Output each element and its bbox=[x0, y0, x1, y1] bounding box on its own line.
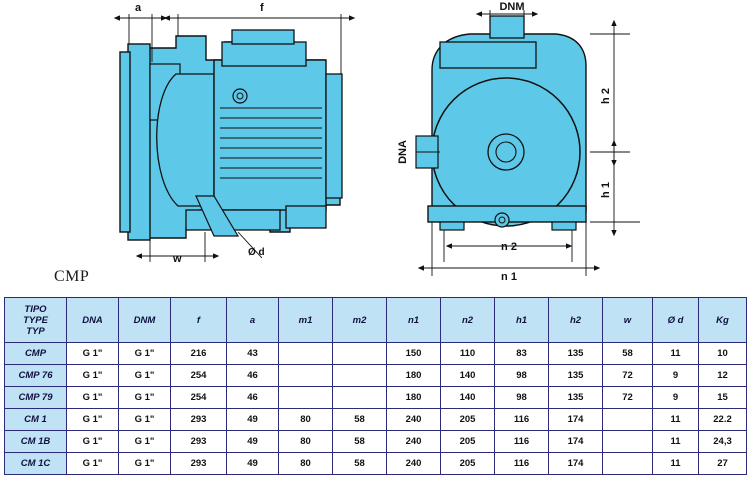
cell-dna: G 1" bbox=[67, 453, 119, 475]
col-header-dnm: DNM bbox=[119, 298, 171, 343]
cell-dna: G 1" bbox=[67, 409, 119, 431]
table-row bbox=[5, 343, 747, 365]
col-header-type bbox=[5, 298, 67, 343]
cell-m1: 80 bbox=[279, 453, 333, 475]
table-header-row bbox=[5, 298, 747, 343]
row-type: CM 1B bbox=[5, 431, 67, 453]
col-header-kg: Kg bbox=[699, 298, 747, 343]
side-view-pump bbox=[120, 30, 342, 240]
cell-m2 bbox=[333, 365, 387, 387]
table-row bbox=[5, 387, 747, 409]
cell-m1: 80 bbox=[279, 431, 333, 453]
cell-od: 11 bbox=[653, 409, 699, 431]
dimensions-table bbox=[4, 297, 747, 475]
cell-m2: 58 bbox=[333, 409, 387, 431]
cell-f: 293 bbox=[171, 409, 227, 431]
cell-m1: 80 bbox=[279, 409, 333, 431]
dim-label-od: Ø d bbox=[248, 247, 265, 258]
cell-od: 11 bbox=[653, 453, 699, 475]
cell-m1 bbox=[279, 365, 333, 387]
col-header-dna: DNA bbox=[67, 298, 119, 343]
cell-n2: 140 bbox=[441, 365, 495, 387]
row-type: CMP bbox=[5, 343, 67, 365]
dim-label-a: a bbox=[135, 2, 142, 14]
cell-kg: 12 bbox=[699, 365, 747, 387]
cell-h2: 135 bbox=[549, 343, 603, 365]
cell-dnm: G 1" bbox=[119, 365, 171, 387]
cell-h1: 98 bbox=[495, 387, 549, 409]
cell-dna: G 1" bbox=[67, 343, 119, 365]
col-header-m2: m2 bbox=[333, 298, 387, 343]
col-header-type-it: TIPO bbox=[24, 303, 47, 315]
cell-dnm: G 1" bbox=[119, 431, 171, 453]
cell-od: 11 bbox=[653, 343, 699, 365]
col-header-n1: n1 bbox=[387, 298, 441, 343]
cell-dna: G 1" bbox=[67, 387, 119, 409]
dim-label-w: w bbox=[173, 253, 182, 265]
cell-n2: 205 bbox=[441, 431, 495, 453]
table-row bbox=[5, 365, 747, 387]
cell-f: 293 bbox=[171, 431, 227, 453]
cell-m1 bbox=[279, 343, 333, 365]
cell-w: 58 bbox=[603, 343, 653, 365]
col-header-m1: m1 bbox=[279, 298, 333, 343]
cell-h2: 135 bbox=[549, 365, 603, 387]
cell-h1: 98 bbox=[495, 365, 549, 387]
cell-a: 46 bbox=[227, 387, 279, 409]
cell-kg: 27 bbox=[699, 453, 747, 475]
cell-m2: 58 bbox=[333, 431, 387, 453]
cell-n2: 205 bbox=[441, 409, 495, 431]
dim-label-dnm: DNM bbox=[499, 1, 525, 13]
dim-label-n1: n 1 bbox=[501, 271, 517, 283]
cell-w bbox=[603, 453, 653, 475]
cell-kg: 15 bbox=[699, 387, 747, 409]
cell-h2: 174 bbox=[549, 453, 603, 475]
cell-w bbox=[603, 409, 653, 431]
table-row bbox=[5, 453, 747, 475]
row-type: CMP 76 bbox=[5, 365, 67, 387]
cell-m1 bbox=[279, 387, 333, 409]
cell-w: 72 bbox=[603, 387, 653, 409]
cell-a: 49 bbox=[227, 409, 279, 431]
dim-label-n2: n 2 bbox=[501, 241, 517, 253]
cell-n1: 240 bbox=[387, 409, 441, 431]
cell-dnm: G 1" bbox=[119, 453, 171, 475]
cell-h1: 83 bbox=[495, 343, 549, 365]
cell-m2 bbox=[333, 343, 387, 365]
cell-a: 43 bbox=[227, 343, 279, 365]
cell-h2: 174 bbox=[549, 431, 603, 453]
cell-w: 72 bbox=[603, 365, 653, 387]
row-type: CM 1 bbox=[5, 409, 67, 431]
model-label: CMP bbox=[54, 268, 90, 285]
cell-w bbox=[603, 431, 653, 453]
cell-h1: 116 bbox=[495, 409, 549, 431]
col-header-w: w bbox=[603, 298, 653, 343]
cell-h1: 116 bbox=[495, 431, 549, 453]
cell-dnm: G 1" bbox=[119, 343, 171, 365]
cell-od: 9 bbox=[653, 387, 699, 409]
row-type: CM 1C bbox=[5, 453, 67, 475]
col-header-h2: h2 bbox=[549, 298, 603, 343]
col-header-od: Ø d bbox=[653, 298, 699, 343]
cell-f: 254 bbox=[171, 365, 227, 387]
cell-n2: 110 bbox=[441, 343, 495, 365]
cell-h2: 135 bbox=[549, 387, 603, 409]
cell-f: 293 bbox=[171, 453, 227, 475]
table-row bbox=[5, 409, 747, 431]
cell-h1: 116 bbox=[495, 453, 549, 475]
cell-n1: 150 bbox=[387, 343, 441, 365]
col-header-a: a bbox=[227, 298, 279, 343]
cell-a: 49 bbox=[227, 453, 279, 475]
cell-dnm: G 1" bbox=[119, 387, 171, 409]
cell-m2 bbox=[333, 387, 387, 409]
dim-label-dna: DNA bbox=[397, 140, 409, 164]
cell-n1: 240 bbox=[387, 431, 441, 453]
dim-label-h2: h 2 bbox=[600, 88, 612, 104]
cell-m2: 58 bbox=[333, 453, 387, 475]
cell-n1: 240 bbox=[387, 453, 441, 475]
cell-n2: 205 bbox=[441, 453, 495, 475]
cell-f: 216 bbox=[171, 343, 227, 365]
cell-kg: 22.2 bbox=[699, 409, 747, 431]
col-header-h1: h1 bbox=[495, 298, 549, 343]
cell-od: 11 bbox=[653, 431, 699, 453]
cell-kg: 24,3 bbox=[699, 431, 747, 453]
cell-a: 49 bbox=[227, 431, 279, 453]
table-row bbox=[5, 431, 747, 453]
cell-n2: 140 bbox=[441, 387, 495, 409]
cell-kg: 10 bbox=[699, 343, 747, 365]
cell-dnm: G 1" bbox=[119, 409, 171, 431]
col-header-n2: n2 bbox=[441, 298, 495, 343]
cell-f: 254 bbox=[171, 387, 227, 409]
cell-od: 9 bbox=[653, 365, 699, 387]
col-header-f: f bbox=[171, 298, 227, 343]
front-view-pump bbox=[416, 16, 586, 230]
cell-n1: 180 bbox=[387, 365, 441, 387]
cell-a: 46 bbox=[227, 365, 279, 387]
cell-dna: G 1" bbox=[67, 431, 119, 453]
dim-label-f: f bbox=[260, 2, 264, 14]
col-header-type-de: TYP bbox=[26, 325, 45, 337]
cell-dna: G 1" bbox=[67, 365, 119, 387]
row-type: CMP 79 bbox=[5, 387, 67, 409]
col-header-type-en: TYPE bbox=[23, 314, 48, 326]
cell-h2: 174 bbox=[549, 409, 603, 431]
dim-label-h1: h 1 bbox=[600, 182, 612, 198]
cell-n1: 180 bbox=[387, 387, 441, 409]
